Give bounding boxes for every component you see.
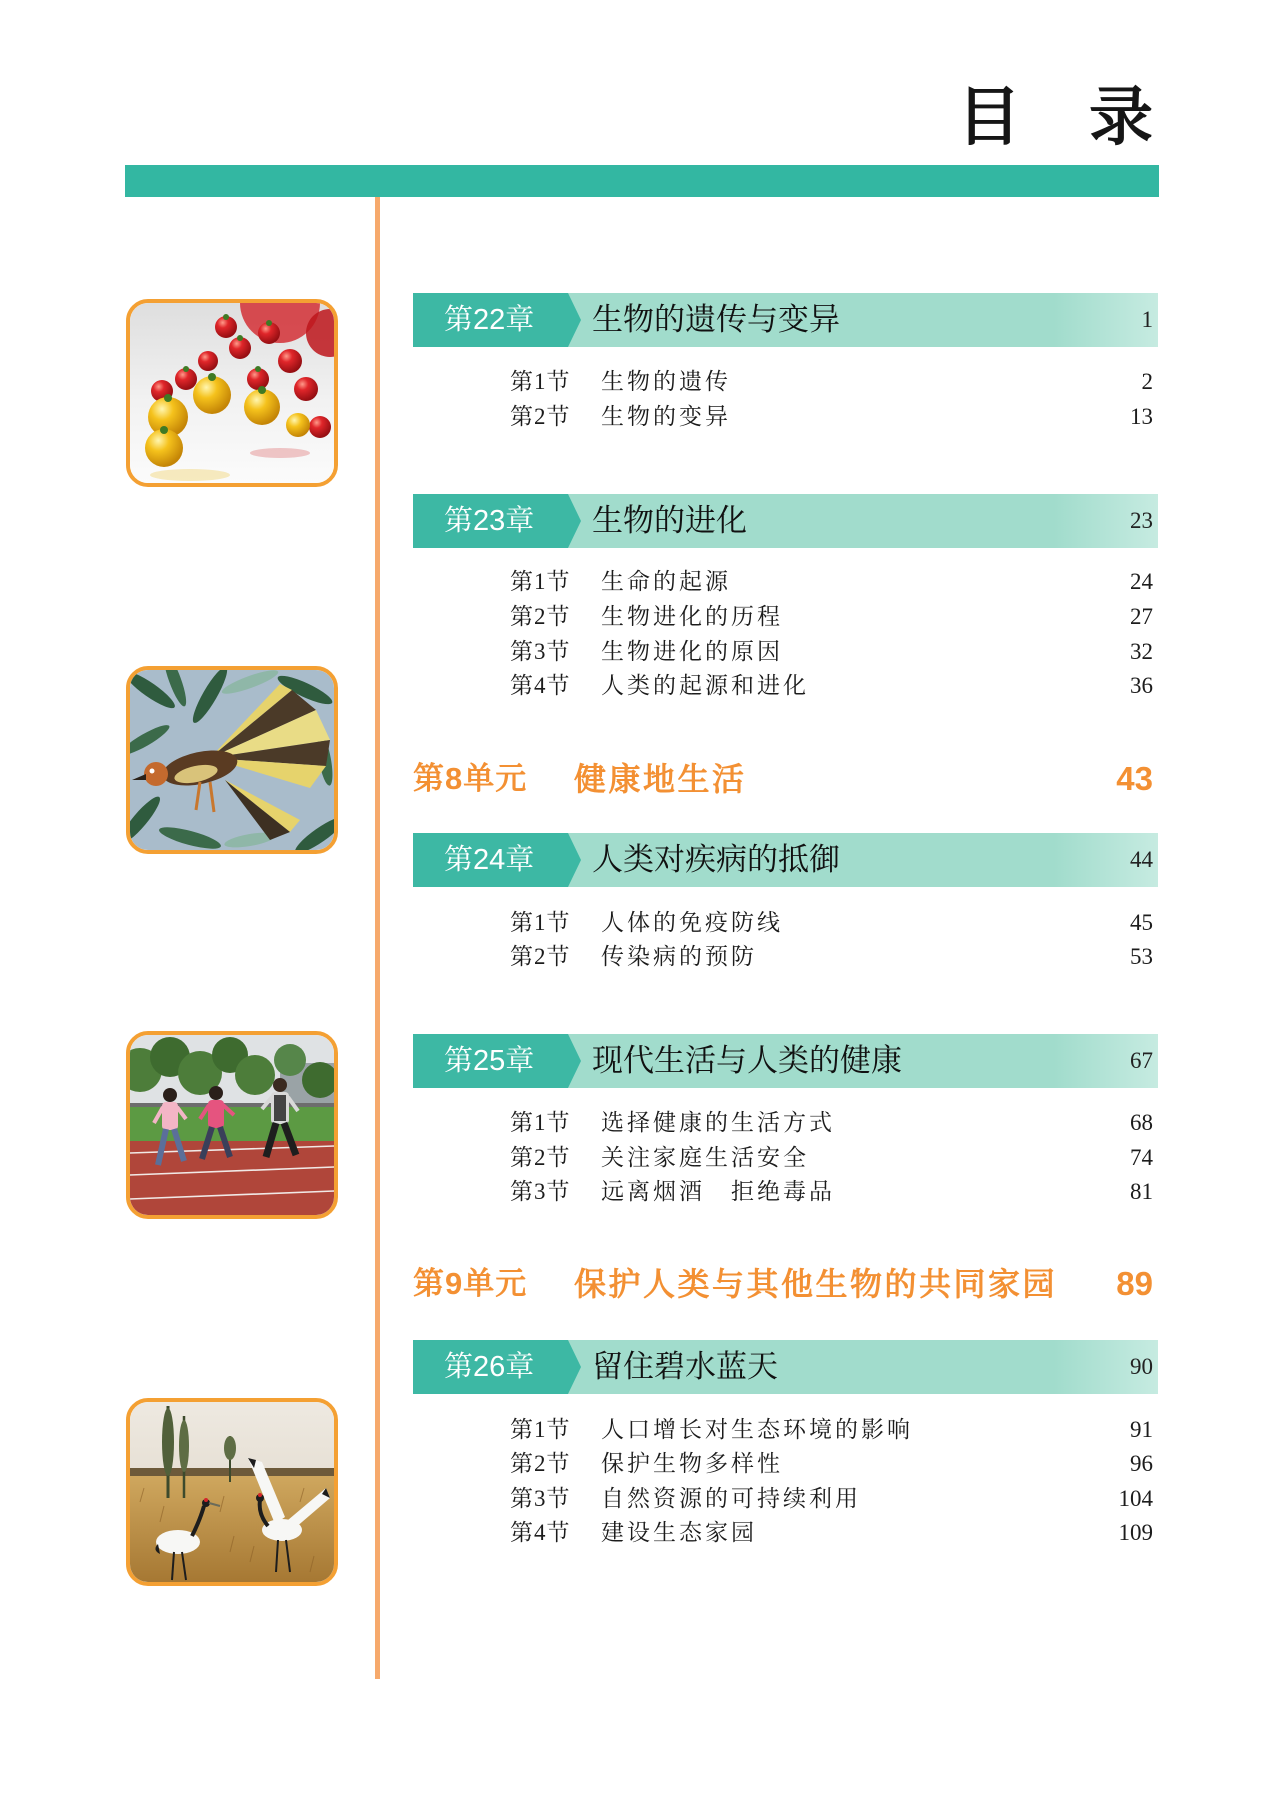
section-number: 第1节 bbox=[510, 1417, 571, 1442]
chapter-page-number: 1 bbox=[1141, 307, 1153, 332]
section-title: 生命的起源 bbox=[601, 569, 731, 594]
section-number: 第4节 bbox=[510, 673, 571, 698]
section-title: 生物进化的原因 bbox=[601, 639, 783, 664]
section-number: 第2节 bbox=[510, 944, 571, 969]
section-page-number: 27 bbox=[1130, 604, 1153, 629]
section-row bbox=[510, 1177, 1153, 1207]
section-row bbox=[510, 1449, 1153, 1479]
section-page-number: 96 bbox=[1130, 1451, 1153, 1476]
unit-number: 第9单元 bbox=[413, 1266, 528, 1301]
section-page-number: 74 bbox=[1130, 1145, 1153, 1170]
chapter-page-number: 67 bbox=[1130, 1048, 1153, 1073]
chapter-number: 第26章 bbox=[444, 1351, 535, 1383]
chapter-row bbox=[413, 293, 1158, 347]
page-title-char-2: 录 bbox=[1089, 81, 1153, 155]
section-row bbox=[510, 367, 1153, 397]
section-number: 第1节 bbox=[510, 569, 571, 594]
section-number: 第4节 bbox=[510, 1520, 571, 1545]
chapter-number: 第23章 bbox=[444, 505, 535, 537]
vertical-divider bbox=[375, 197, 380, 1679]
section-page-number: 24 bbox=[1130, 569, 1153, 594]
section-number: 第3节 bbox=[510, 1179, 571, 1204]
chapter-title: 生物的遗传与变异 bbox=[592, 302, 840, 337]
section-row bbox=[510, 908, 1153, 938]
section-title: 远离烟酒 拒绝毒品 bbox=[601, 1179, 835, 1204]
bird-illustration bbox=[130, 670, 334, 850]
chapter-row bbox=[413, 833, 1158, 887]
section-page-number: 13 bbox=[1130, 404, 1153, 429]
chapter-row bbox=[413, 1340, 1158, 1394]
section-number: 第1节 bbox=[510, 1110, 571, 1135]
section-title: 保护生物多样性 bbox=[601, 1451, 783, 1476]
cranes-illustration bbox=[130, 1402, 334, 1582]
chapter-photo-cranes bbox=[126, 1398, 338, 1586]
section-number: 第2节 bbox=[510, 1145, 571, 1170]
section-row bbox=[510, 942, 1153, 972]
section-title: 生物进化的历程 bbox=[601, 604, 783, 629]
section-page-number: 32 bbox=[1130, 639, 1153, 664]
unit-row bbox=[413, 1264, 1153, 1304]
section-title: 人体的免疫防线 bbox=[601, 910, 783, 935]
section-title: 生物的变异 bbox=[601, 404, 731, 429]
section-page-number: 91 bbox=[1130, 1417, 1153, 1442]
section-row bbox=[510, 1484, 1153, 1514]
section-number: 第3节 bbox=[510, 1486, 571, 1511]
section-title: 建设生态家园 bbox=[601, 1520, 757, 1545]
section-number: 第2节 bbox=[510, 604, 571, 629]
header-rule bbox=[125, 165, 1159, 197]
section-page-number: 104 bbox=[1118, 1486, 1153, 1511]
section-number: 第2节 bbox=[510, 404, 571, 429]
section-title: 人口增长对生态环境的影响 bbox=[601, 1417, 913, 1442]
section-page-number: 36 bbox=[1130, 673, 1153, 698]
chapter-title: 生物的进化 bbox=[592, 503, 747, 538]
runners-illustration bbox=[130, 1035, 334, 1215]
chapter-photo-archaeopteryx bbox=[126, 666, 338, 854]
page-title-char-1: 目 bbox=[957, 81, 1021, 155]
section-row bbox=[510, 602, 1153, 632]
unit-title: 健康地生活 bbox=[574, 761, 747, 797]
chapter-title: 人类对疾病的抵御 bbox=[592, 842, 840, 877]
chapter-photo-runners bbox=[126, 1031, 338, 1219]
chapter-title: 留住碧水蓝天 bbox=[592, 1349, 778, 1384]
chapter-title: 现代生活与人类的健康 bbox=[592, 1043, 902, 1078]
tomatoes-illustration bbox=[130, 303, 334, 483]
section-title: 传染病的预防 bbox=[601, 944, 757, 969]
section-page-number: 45 bbox=[1130, 910, 1153, 935]
section-page-number: 53 bbox=[1130, 944, 1153, 969]
section-row bbox=[510, 637, 1153, 667]
chapter-row bbox=[413, 1034, 1158, 1088]
section-row bbox=[510, 1518, 1153, 1548]
section-title: 自然资源的可持续利用 bbox=[601, 1486, 861, 1511]
chapter-row bbox=[413, 494, 1158, 548]
section-title: 关注家庭生活安全 bbox=[601, 1145, 809, 1170]
section-row bbox=[510, 1415, 1153, 1445]
section-row bbox=[510, 567, 1153, 597]
section-number: 第1节 bbox=[510, 369, 571, 394]
unit-number: 第8单元 bbox=[413, 761, 528, 796]
section-page-number: 109 bbox=[1118, 1520, 1153, 1545]
unit-page-number: 43 bbox=[1116, 760, 1153, 797]
section-row bbox=[510, 1143, 1153, 1173]
section-page-number: 81 bbox=[1130, 1179, 1153, 1204]
section-number: 第3节 bbox=[510, 639, 571, 664]
chapter-number: 第22章 bbox=[444, 304, 535, 336]
section-page-number: 2 bbox=[1141, 369, 1153, 394]
chapter-page-number: 90 bbox=[1130, 1354, 1153, 1379]
section-page-number: 68 bbox=[1130, 1110, 1153, 1135]
section-number: 第1节 bbox=[510, 910, 571, 935]
section-number: 第2节 bbox=[510, 1451, 571, 1476]
section-title: 人类的起源和进化 bbox=[601, 673, 809, 698]
unit-row bbox=[413, 759, 1153, 799]
unit-title: 保护人类与其他生物的共同家园 bbox=[574, 1266, 1058, 1302]
chapter-page-number: 44 bbox=[1130, 847, 1153, 872]
chapter-number: 第25章 bbox=[444, 1045, 535, 1077]
unit-page-number: 89 bbox=[1116, 1265, 1153, 1302]
section-title: 生物的遗传 bbox=[601, 369, 731, 394]
chapter-page-number: 23 bbox=[1130, 508, 1153, 533]
chapter-number: 第24章 bbox=[444, 844, 535, 876]
section-row bbox=[510, 1108, 1153, 1138]
section-title: 选择健康的生活方式 bbox=[601, 1110, 835, 1135]
chapter-photo-tomatoes bbox=[126, 299, 338, 487]
section-row bbox=[510, 402, 1153, 432]
section-row bbox=[510, 671, 1153, 701]
